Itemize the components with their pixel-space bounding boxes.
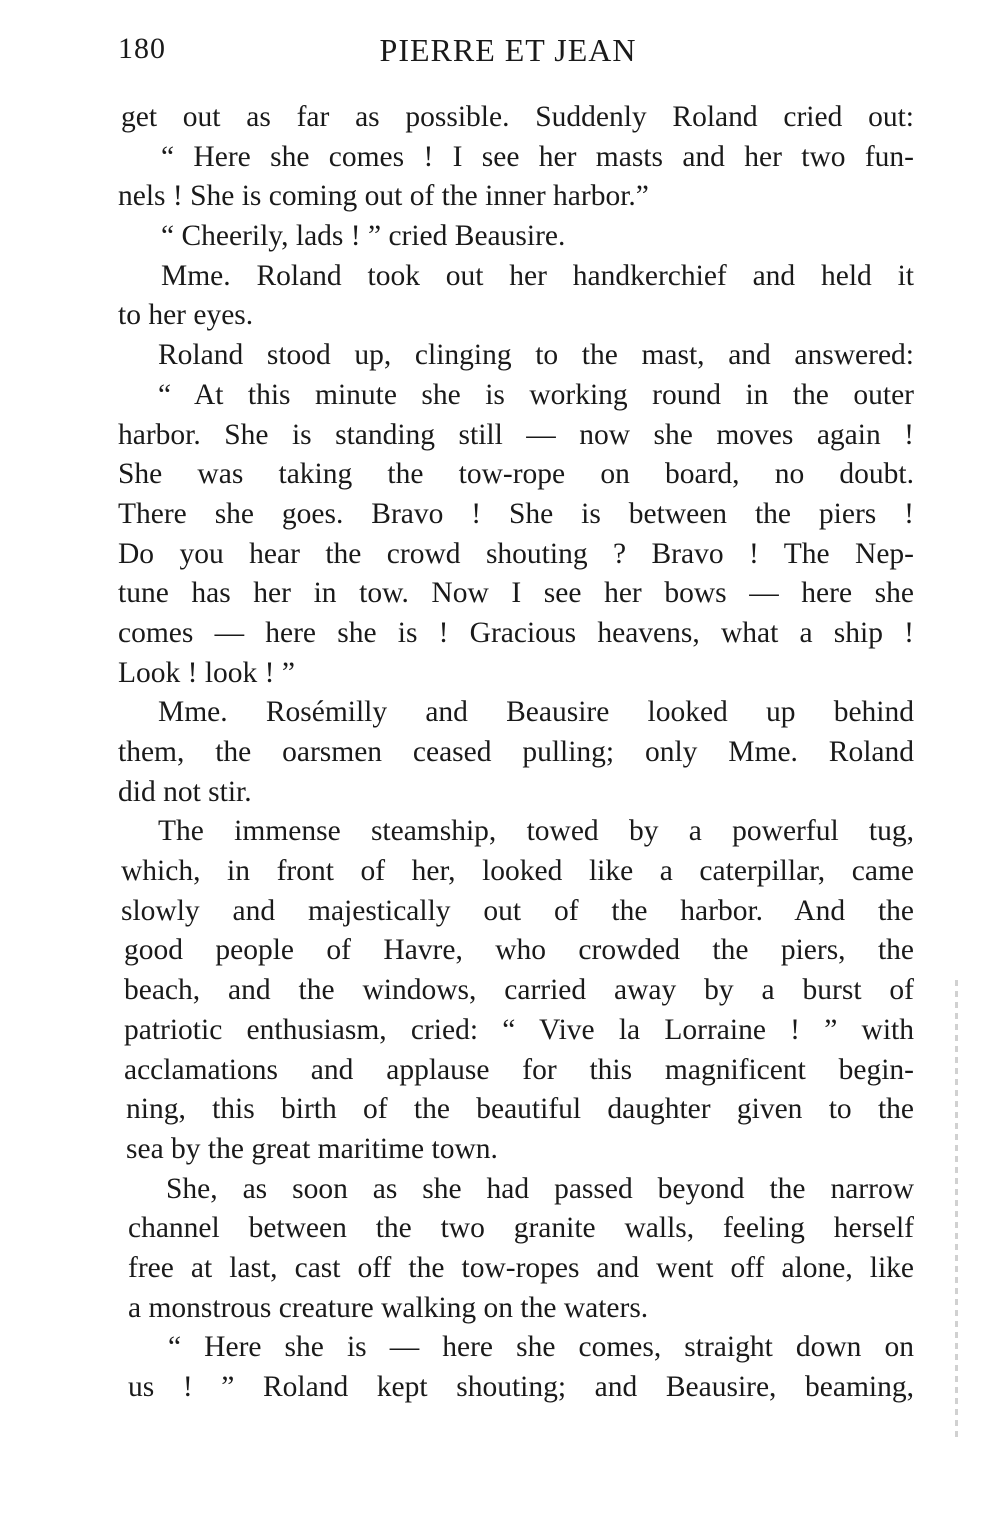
text-line: Look ! look ! ” — [118, 656, 295, 689]
text-line: There she goes. Bravo ! She is between the piers ! — [118, 497, 914, 530]
scan-edge-mark — [955, 980, 958, 1440]
text-line: good people of Havre, who crowded the piers, the — [124, 934, 914, 967]
text-line: free at last, cast off the tow-ropes and went off alone, like — [128, 1251, 914, 1284]
page-header — [118, 32, 918, 76]
text-line: tune has her in tow. Now I see her bows — here she — [118, 577, 914, 610]
text-line: comes — here she is ! Gracious heavens, what a ship ! — [118, 616, 914, 649]
running-title: PIERRE ET JEAN — [379, 32, 637, 68]
text-line: slowly and majestically out of the harbor. And the — [121, 894, 914, 927]
text-line: get out as far as possible. Suddenly Roland cried out: — [121, 101, 914, 133]
text-line: ning, this birth of the beautiful daughter given to the — [126, 1093, 914, 1126]
text-line: Mme. Roland took out her handkerchief and held it — [161, 259, 914, 292]
text-line: “ Here she is — here she comes, straight down on — [168, 1331, 914, 1364]
text-line: channel between the two granite walls, feeling herself — [128, 1212, 914, 1245]
text-line: them, the oarsmen ceased pulling; only Mme. Roland — [118, 736, 914, 768]
text-line: Do you hear the crowd shouting ? Bravo ! The Nep- — [118, 537, 914, 570]
text-line: a monstrous creature walking on the waters. — [128, 1291, 649, 1324]
text-line: The immense steamship, towed by a powerful tug, — [158, 815, 914, 848]
text-line: She was taking the tow-rope on board, no doubt. — [118, 458, 914, 491]
text-line: which, in front of her, looked like a caterpillar, came — [121, 855, 914, 888]
text-line: did not stir. — [118, 775, 252, 808]
text-line: “ At this minute she is working round in the outer — [158, 378, 914, 411]
text-line: patriotic enthusiasm, cried: “ Vive la Lorraine ! ” with — [124, 1013, 914, 1046]
text-line: She, as soon as she had passed beyond the narrow — [166, 1172, 914, 1205]
text-line: nels ! She is coming out of the inner harbor.” — [118, 180, 649, 213]
text-line: beach, and the windows, carried away by a burst of — [124, 974, 914, 1007]
text-line: us ! ” Roland kept shouting; and Beausire, beaming, — [128, 1371, 914, 1403]
text-line: Mme. Rosémilly and Beausire looked up behind — [158, 696, 914, 729]
body-text — [118, 98, 914, 1408]
text-line: “ Cheerily, lads ! ” cried Beausire. — [161, 220, 566, 253]
text-line: acclamations and applause for this magnificent begin- — [124, 1053, 914, 1086]
page-number: 180 — [118, 32, 166, 65]
text-line: Roland stood up, clinging to the mast, and answered: — [158, 339, 914, 372]
text-line: “ Here she comes ! I see her masts and her two fun- — [161, 140, 914, 173]
text-line: sea by the great maritime town. — [126, 1132, 498, 1165]
text-line: harbor. She is standing still — now she moves again ! — [118, 418, 914, 451]
text-line: to her eyes. — [118, 299, 254, 332]
